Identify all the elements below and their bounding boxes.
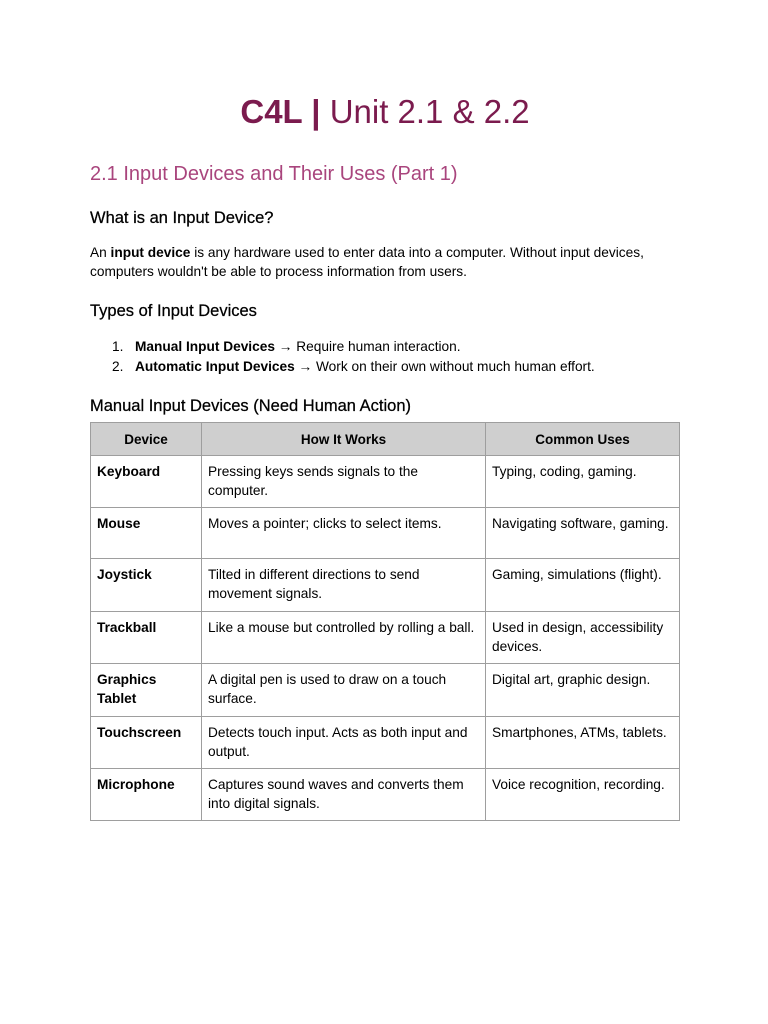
cell-how: A digital pen is used to draw on a touch surface.	[202, 664, 486, 717]
list-desc: → Work on their own without much human effort.	[294, 359, 595, 374]
header-device: Device	[91, 423, 202, 456]
cell-device: Graphics Tablet	[91, 664, 202, 717]
definition-pre: An	[90, 245, 111, 260]
table-row	[91, 664, 680, 717]
list-desc: → Require human interaction.	[274, 339, 461, 354]
cell-how: Pressing keys sends signals to the computer.	[202, 456, 486, 508]
page-title	[90, 92, 680, 132]
cell-uses: Typing, coding, gaming.	[486, 456, 680, 508]
cell-uses: Smartphones, ATMs, tablets.	[486, 717, 680, 769]
header-common-uses: Common Uses	[486, 423, 680, 456]
definition-post: is any hardware used to enter data into a computer. Without input devices, computers wouldn't be able to process information from users.	[90, 245, 644, 279]
cell-device: Touchscreen	[91, 717, 202, 769]
types-heading: Types of Input Devices	[90, 302, 257, 320]
header-how-it-works: How It Works	[202, 423, 486, 456]
list-number: 1.	[112, 339, 124, 354]
cell-how: Detects touch input. Acts as both input and output.	[202, 717, 486, 769]
table-row	[91, 559, 680, 612]
manual-devices-table	[90, 422, 680, 821]
types-list	[90, 338, 595, 378]
cell-uses: Used in design, accessibility devices.	[486, 612, 680, 664]
manual-table-heading: Manual Input Devices (Need Human Action)	[90, 397, 411, 415]
cell-uses: Navigating software, gaming.	[486, 508, 680, 559]
definition-term: input device	[110, 245, 191, 260]
cell-how: Tilted in different directions to send movement signals.	[202, 559, 486, 612]
table-row	[91, 612, 680, 664]
what-is-heading: What is an Input Device?	[90, 209, 274, 227]
cell-device: Joystick	[91, 559, 202, 612]
title-brand: C4L |	[240, 93, 321, 130]
cell-how: Moves a pointer; clicks to select items.	[202, 508, 486, 559]
cell-device: Microphone	[91, 769, 202, 821]
cell-device: Trackball	[91, 612, 202, 664]
cell-how: Captures sound waves and converts them into digital signals.	[202, 769, 486, 821]
list-number: 2.	[112, 359, 124, 374]
cell-how: Like a mouse but controlled by rolling a ball.	[202, 612, 486, 664]
cell-uses: Digital art, graphic design.	[486, 664, 680, 717]
list-term: Automatic Input Devices	[135, 359, 295, 374]
definition-paragraph	[90, 244, 680, 281]
list-term: Manual Input Devices	[135, 339, 275, 354]
title-unit: Unit 2.1 & 2.2	[329, 93, 530, 130]
section-heading: 2.1 Input Devices and Their Uses (Part 1)	[90, 163, 458, 185]
table-row	[91, 717, 680, 769]
cell-device: Mouse	[91, 508, 202, 559]
table-row	[91, 769, 680, 821]
list-item	[90, 338, 595, 358]
table-header-row	[91, 423, 680, 456]
table-row	[91, 508, 680, 559]
cell-uses: Voice recognition, recording.	[486, 769, 680, 821]
cell-uses: Gaming, simulations (flight).	[486, 559, 680, 612]
cell-device: Keyboard	[91, 456, 202, 508]
table-row	[91, 456, 680, 508]
list-item	[90, 358, 595, 378]
